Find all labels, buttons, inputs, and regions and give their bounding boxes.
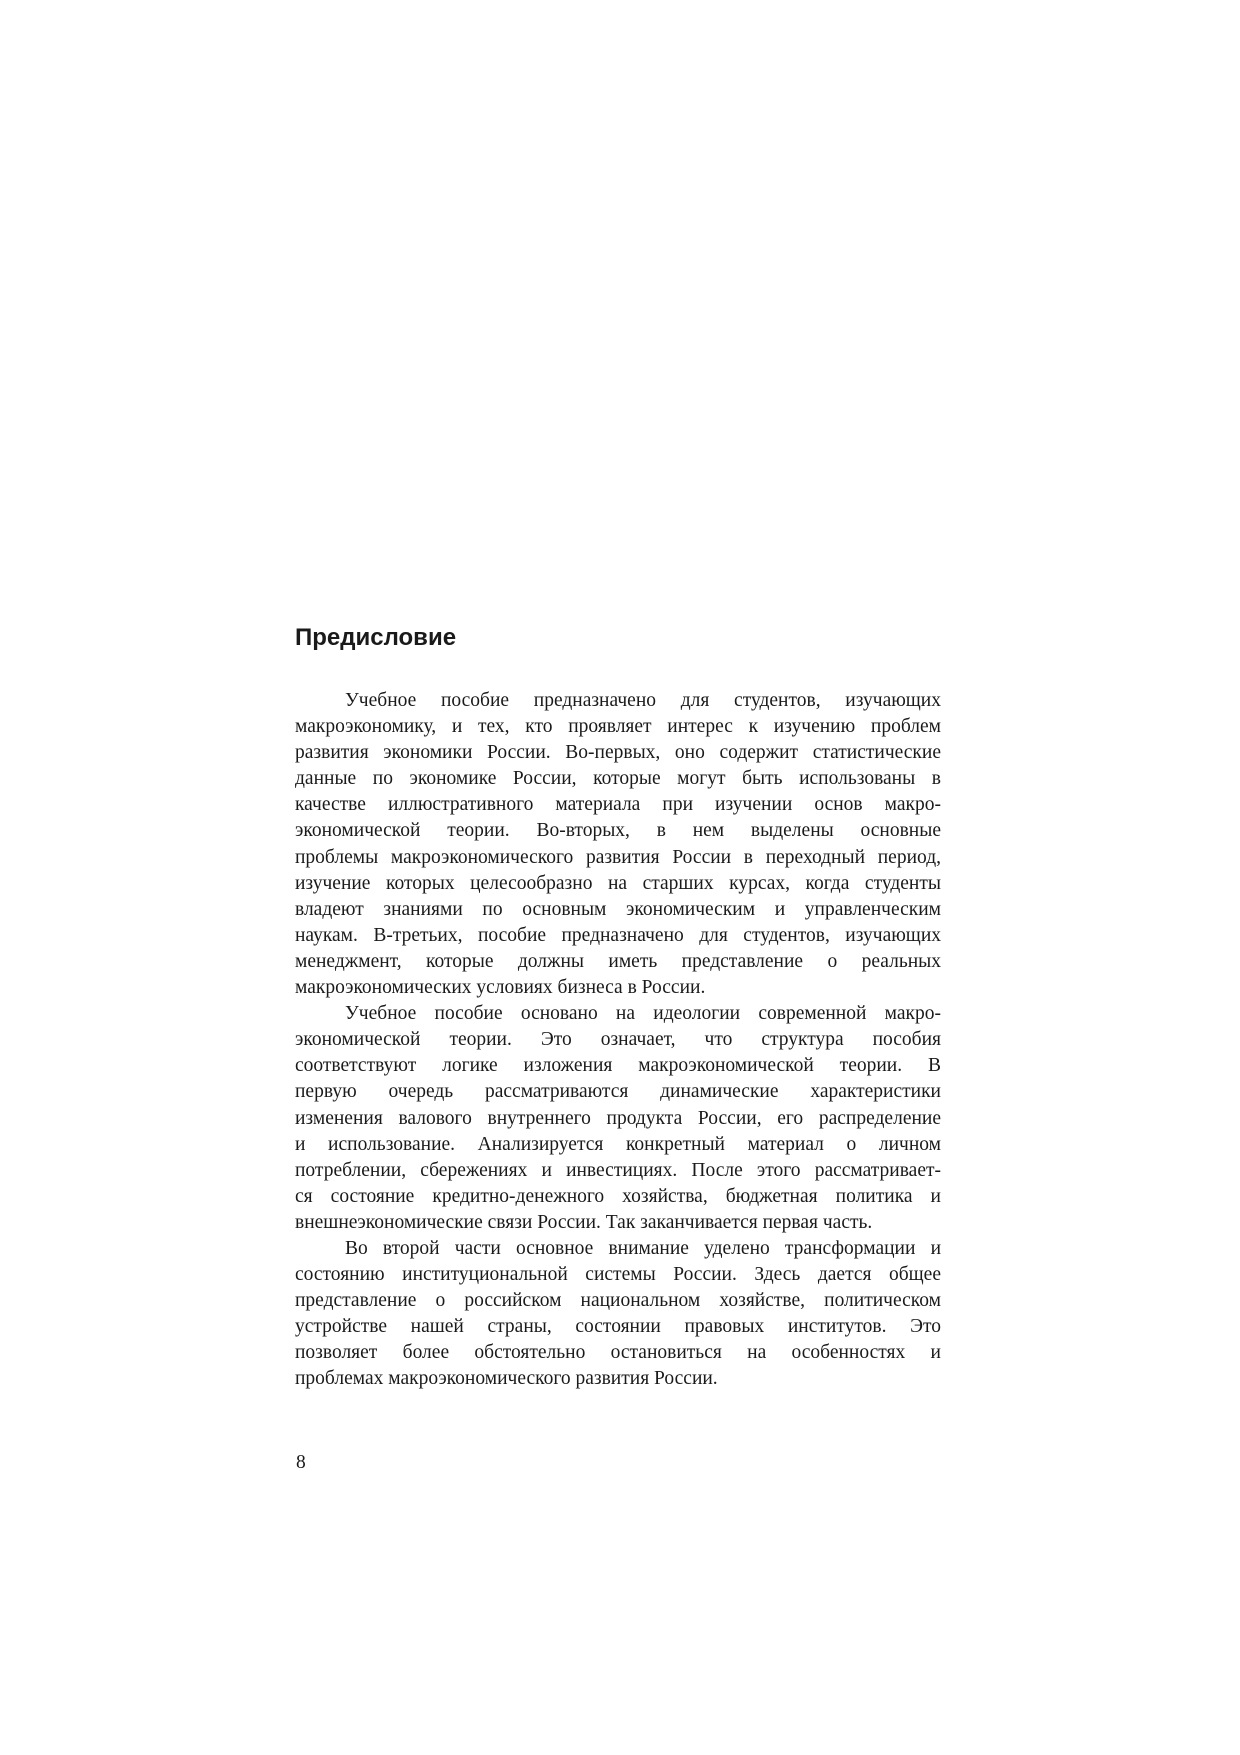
text-line: внешнеэкономические связи России. Так заканчивается первая часть. [295,1211,873,1233]
text-line: наукам. В-третьих, пособие предназначено для студентов, изучающих [295,924,941,946]
text-line: позволяет более обстоятельно остановиться на особенностях и [295,1342,941,1364]
text-line: Во второй части основное внимание уделено трансформации и [345,1237,941,1259]
text-line: экономической теории. Во-вторых, в нем выделены основные [295,820,941,842]
text-line: соответствуют логике изложения макроэкономической теории. В [295,1055,941,1077]
paragraph-3 [295,1236,941,1393]
paragraph-1 [295,688,941,1001]
page-number: 8 [296,1452,306,1473]
text-line: качестве иллюстративного материала при изучении основ макро- [295,794,941,816]
text-line: данные по экономике России, которые могут быть использованы в [295,768,941,790]
text-line: первую очередь рассматриваются динамические характеристики [295,1081,941,1103]
text-line: изучение которых целесообразно на старших курсах, когда студенты [295,872,941,894]
paragraph-2 [295,1001,941,1236]
text-line: изменения валового внутреннего продукта России, его распределение [295,1107,941,1129]
text-line: состоянию институциональной системы России. Здесь дается общее [295,1264,941,1286]
text-line: и использование. Анализируется конкретный материал о личном [295,1133,941,1155]
text-line: проблемы макроэкономического развития России в переходный период, [295,846,941,868]
text-line: потреблении, сбережениях и инвестициях. После этого рассматривает- [295,1159,941,1181]
text-line: устройстве нашей страны, состоянии правовых институтов. Это [295,1316,941,1338]
text-line: Учебное пособие основано на идеологии современной макро- [345,1003,941,1025]
text-line: владеют знаниями по основным экономическим и управленческим [295,898,941,920]
text-line: представление о российском национальном хозяйстве, политическом [295,1290,941,1312]
text-line: менеджмент, которые должны иметь представление о реальных [295,950,941,972]
text-line: макроэкономических условиях бизнеса в России. [295,977,706,999]
page-title: Предисловие [295,624,457,651]
text-line: макроэкономику, и тех, кто проявляет интерес к изучению проблем [295,716,941,738]
text-line: развития экономики России. Во-первых, оно содержит статистические [295,742,941,764]
text-line: проблемах макроэкономического развития России. [295,1368,718,1390]
text-line: экономической теории. Это означает, что структура пособия [295,1029,941,1051]
preface-body [295,688,941,1393]
text-line: Учебное пособие предназначено для студентов, изучающих [345,690,941,711]
text-line: ся состояние кредитно-денежного хозяйства, бюджетная политика и [295,1185,941,1207]
